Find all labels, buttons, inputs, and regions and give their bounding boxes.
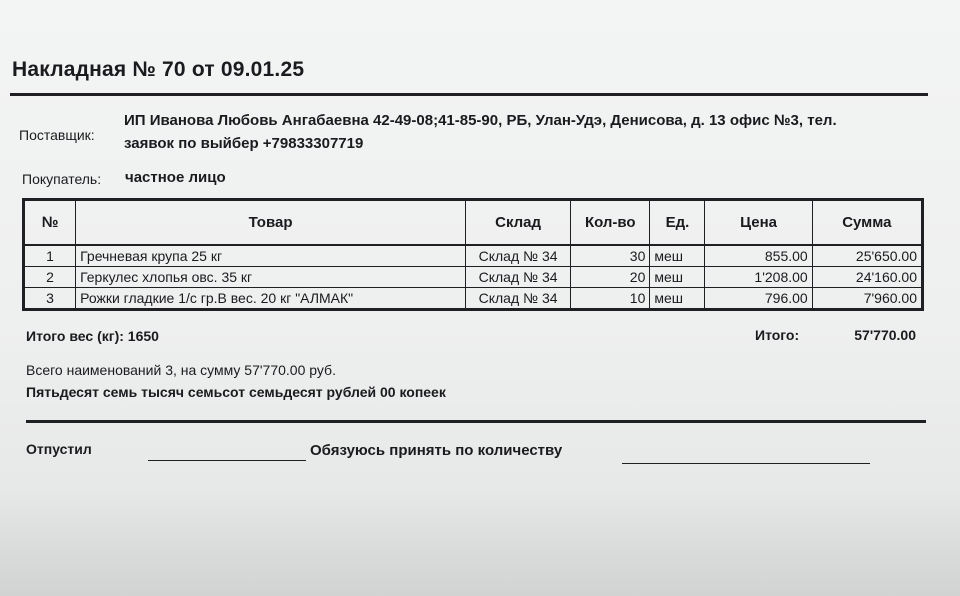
total-value: 57'770.00 bbox=[854, 327, 916, 343]
buyer-value: частное лицо bbox=[125, 169, 226, 186]
row-number: 3 bbox=[24, 288, 76, 310]
paper-shadow bbox=[0, 490, 960, 596]
invoice-title: Накладная № 70 от 09.01.25 bbox=[12, 58, 305, 81]
row-price: 796.00 bbox=[705, 288, 812, 310]
supplier-label: Поставщик: bbox=[19, 127, 95, 143]
row-number: 2 bbox=[24, 267, 76, 288]
header-quantity: Кол-во bbox=[571, 200, 650, 246]
released-by-label: Отпустил bbox=[26, 441, 92, 457]
row-quantity: 10 bbox=[571, 288, 650, 310]
header-unit: Ед. bbox=[650, 200, 705, 246]
amount-in-words: Пятьдесят семь тысяч семьсот семьдесят рублей 00 копеек bbox=[26, 384, 446, 400]
row-price: 855.00 bbox=[705, 245, 812, 267]
supplier-value: ИП Иванова Любовь Ангабаевна 42-49-08;41-85-90, РБ, Улан-Удэ, Денисова, д. 13 офис №3, тел. заявок по выйбер +79833307719 bbox=[124, 112, 837, 152]
row-product: Рожки гладкие 1/с гр.В вес. 20 кг "АЛМАК" bbox=[76, 288, 466, 310]
total-weight: Итого вес (кг): 1650 bbox=[26, 328, 159, 344]
row-number: 1 bbox=[24, 245, 76, 267]
row-warehouse: Склад № 34 bbox=[465, 267, 570, 288]
header-product: Товар bbox=[76, 200, 466, 246]
buyer-label: Покупатель: bbox=[22, 171, 102, 187]
header-price: Цена bbox=[705, 200, 812, 246]
table-header-row bbox=[24, 200, 923, 246]
table-row bbox=[24, 245, 923, 267]
items-table bbox=[22, 198, 924, 311]
accept-label: Обязуюсь принять по количеству bbox=[310, 442, 563, 459]
header-sum: Сумма bbox=[812, 200, 922, 246]
items-count-line: Всего наименований 3, на сумму 57'770.00 руб. bbox=[26, 362, 336, 378]
row-unit: меш bbox=[650, 245, 705, 267]
row-warehouse: Склад № 34 bbox=[465, 288, 570, 310]
row-warehouse: Склад № 34 bbox=[465, 245, 570, 267]
header-divider bbox=[10, 93, 928, 96]
table-row bbox=[24, 288, 923, 310]
row-product: Геркулес хлопья овс. 35 кг bbox=[76, 267, 466, 288]
row-unit: меш bbox=[650, 288, 705, 310]
row-quantity: 20 bbox=[571, 267, 650, 288]
row-sum: 24'160.00 bbox=[812, 267, 922, 288]
footer-divider bbox=[26, 420, 926, 423]
header-number: № bbox=[24, 200, 76, 246]
released-signature-line bbox=[148, 460, 306, 461]
total-label: Итого: bbox=[755, 327, 800, 343]
row-sum: 7'960.00 bbox=[812, 288, 922, 310]
row-unit: меш bbox=[650, 267, 705, 288]
row-quantity: 30 bbox=[571, 245, 650, 267]
table-row bbox=[24, 267, 923, 288]
accept-signature-line bbox=[622, 463, 870, 464]
row-sum: 25'650.00 bbox=[812, 245, 922, 267]
row-price: 1'208.00 bbox=[705, 267, 812, 288]
row-product: Гречневая крупа 25 кг bbox=[76, 245, 466, 267]
header-warehouse: Склад bbox=[465, 200, 570, 246]
